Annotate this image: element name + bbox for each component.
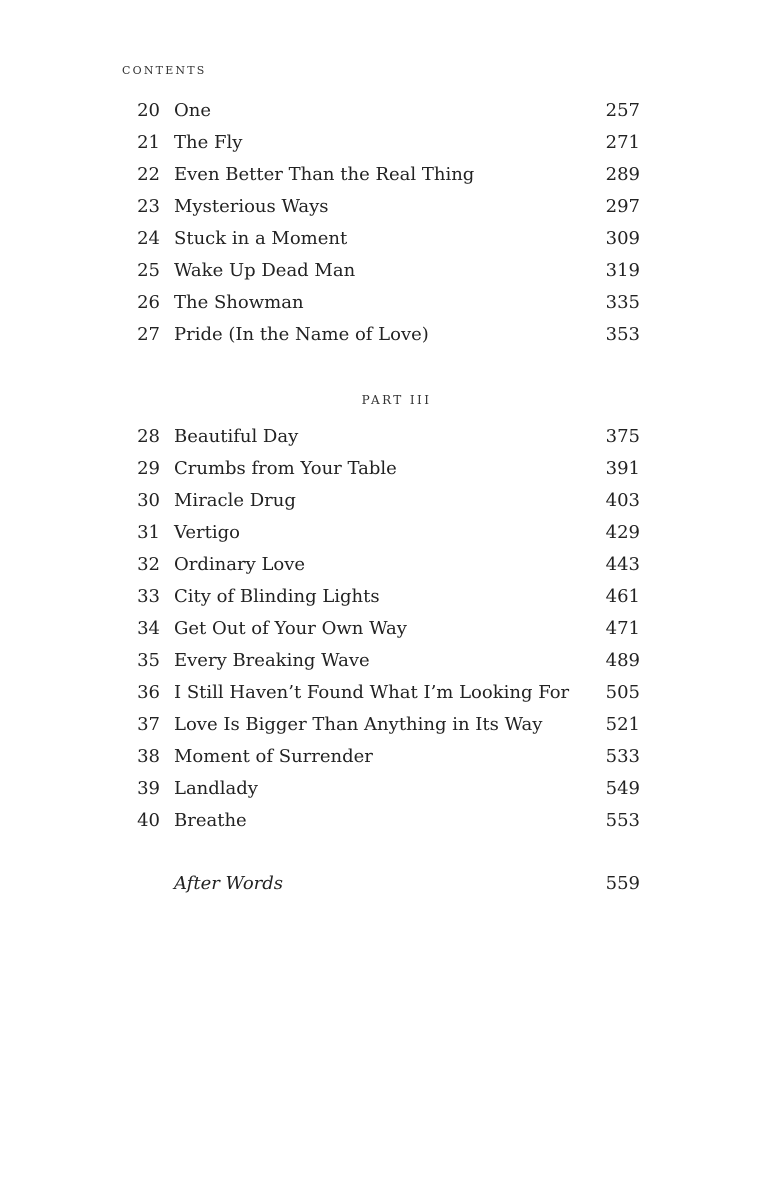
toc-entry[interactable] [0, 95, 783, 127]
toc-entry-title: One [174, 100, 212, 121]
toc-entry-number: 20 [137, 100, 160, 121]
toc-entry-page: 257 [605, 100, 640, 121]
toc-entry-number: 22 [137, 164, 160, 185]
toc-entry-page: 549 [605, 778, 640, 799]
toc-entry-title: Beautiful Day [174, 426, 299, 447]
toc-list-part-three [0, 421, 783, 837]
toc-entry-number: 26 [137, 292, 160, 313]
toc-entry-title: Crumbs from Your Table [174, 458, 397, 479]
toc-entry-title: Miracle Drug [174, 490, 296, 511]
toc-entry-page: 471 [605, 618, 640, 639]
toc-entry-page: 289 [605, 164, 640, 185]
toc-entry-title: Love Is Bigger Than Anything in Its Way [174, 714, 543, 735]
toc-entry-title: The Fly [174, 132, 243, 153]
part-heading: PART III [361, 393, 432, 407]
toc-entry-title: City of Blinding Lights [174, 586, 380, 607]
toc-entry-page: 353 [605, 324, 640, 345]
toc-entry-number: 39 [137, 778, 160, 799]
toc-entry[interactable] [0, 127, 783, 159]
toc-entry[interactable] [0, 453, 783, 485]
toc-entry[interactable] [0, 773, 783, 805]
toc-entry-number: 21 [137, 132, 160, 153]
toc-entry-page: 403 [605, 490, 640, 511]
toc-entry-title: Landlady [174, 778, 258, 799]
toc-entry[interactable] [0, 613, 783, 645]
toc-entry-page: 429 [605, 522, 640, 543]
toc-entry-number: 35 [137, 650, 160, 671]
toc-entry-page: 391 [605, 458, 640, 479]
toc-entry[interactable] [0, 677, 783, 709]
toc-entry[interactable] [0, 319, 783, 351]
toc-entry-page: 309 [605, 228, 640, 249]
toc-entry-number: 38 [137, 746, 160, 767]
toc-entry-number: 27 [137, 324, 160, 345]
toc-entry-title: Mysterious Ways [174, 196, 329, 217]
toc-entry-number: 31 [137, 522, 160, 543]
toc-entry-title: The Showman [174, 292, 304, 313]
toc-entry[interactable] [0, 581, 783, 613]
toc-entry-title: Pride (In the Name of Love) [174, 324, 429, 345]
toc-entry-number: 29 [137, 458, 160, 479]
running-head: CONTENTS [122, 64, 207, 77]
toc-entry-number: 24 [137, 228, 160, 249]
toc-entry[interactable] [0, 485, 783, 517]
toc-entry-number: 25 [137, 260, 160, 281]
toc-entry-number: 37 [137, 714, 160, 735]
toc-entry-page: 443 [605, 554, 640, 575]
toc-entry-page: 297 [605, 196, 640, 217]
toc-entry-page: 375 [605, 426, 640, 447]
toc-entry-number: 40 [137, 810, 160, 831]
toc-entry[interactable] [0, 709, 783, 741]
toc-entry-after-words[interactable] [0, 868, 783, 900]
toc-entry-title: Stuck in a Moment [174, 228, 348, 249]
toc-entry-title: After Words [174, 873, 284, 894]
toc-entry-title: Get Out of Your Own Way [174, 618, 407, 639]
toc-entry[interactable] [0, 805, 783, 837]
toc-entry-number: 32 [137, 554, 160, 575]
toc-entry-title: Even Better Than the Real Thing [174, 164, 475, 185]
toc-entry[interactable] [0, 191, 783, 223]
toc-entry-title: Vertigo [174, 522, 240, 543]
toc-entry[interactable] [0, 223, 783, 255]
toc-entry[interactable] [0, 159, 783, 191]
toc-entry[interactable] [0, 645, 783, 677]
toc-entry-title: Wake Up Dead Man [174, 260, 356, 281]
toc-entry-page: 319 [605, 260, 640, 281]
toc-entry-page: 461 [605, 586, 640, 607]
toc-entry-page: 521 [605, 714, 640, 735]
toc-entry-page: 271 [605, 132, 640, 153]
toc-entry-title: Moment of Surrender [174, 746, 373, 767]
toc-entry-page: 559 [605, 873, 640, 894]
toc-entry[interactable] [0, 517, 783, 549]
toc-entry[interactable] [0, 741, 783, 773]
toc-entry-title: Every Breaking Wave [174, 650, 370, 671]
toc-entry[interactable] [0, 421, 783, 453]
toc-entry-number: 30 [137, 490, 160, 511]
toc-entry-number: 34 [137, 618, 160, 639]
toc-entry-page: 489 [605, 650, 640, 671]
toc-entry-title: Ordinary Love [174, 554, 306, 575]
toc-entry-number: 33 [137, 586, 160, 607]
toc-entry-title: Breathe [174, 810, 247, 831]
toc-entry[interactable] [0, 287, 783, 319]
toc-entry-title: I Still Haven’t Found What I’m Looking For [174, 682, 570, 703]
toc-entry-number: 28 [137, 426, 160, 447]
toc-entry[interactable] [0, 255, 783, 287]
toc-entry-page: 553 [605, 810, 640, 831]
toc-entry-number: 36 [137, 682, 160, 703]
toc-list-part-two [0, 95, 783, 351]
toc-entry-page: 335 [605, 292, 640, 313]
toc-entry[interactable] [0, 549, 783, 581]
toc-entry-page: 533 [605, 746, 640, 767]
toc-entry-page: 505 [605, 682, 640, 703]
toc-entry-number: 23 [137, 196, 160, 217]
